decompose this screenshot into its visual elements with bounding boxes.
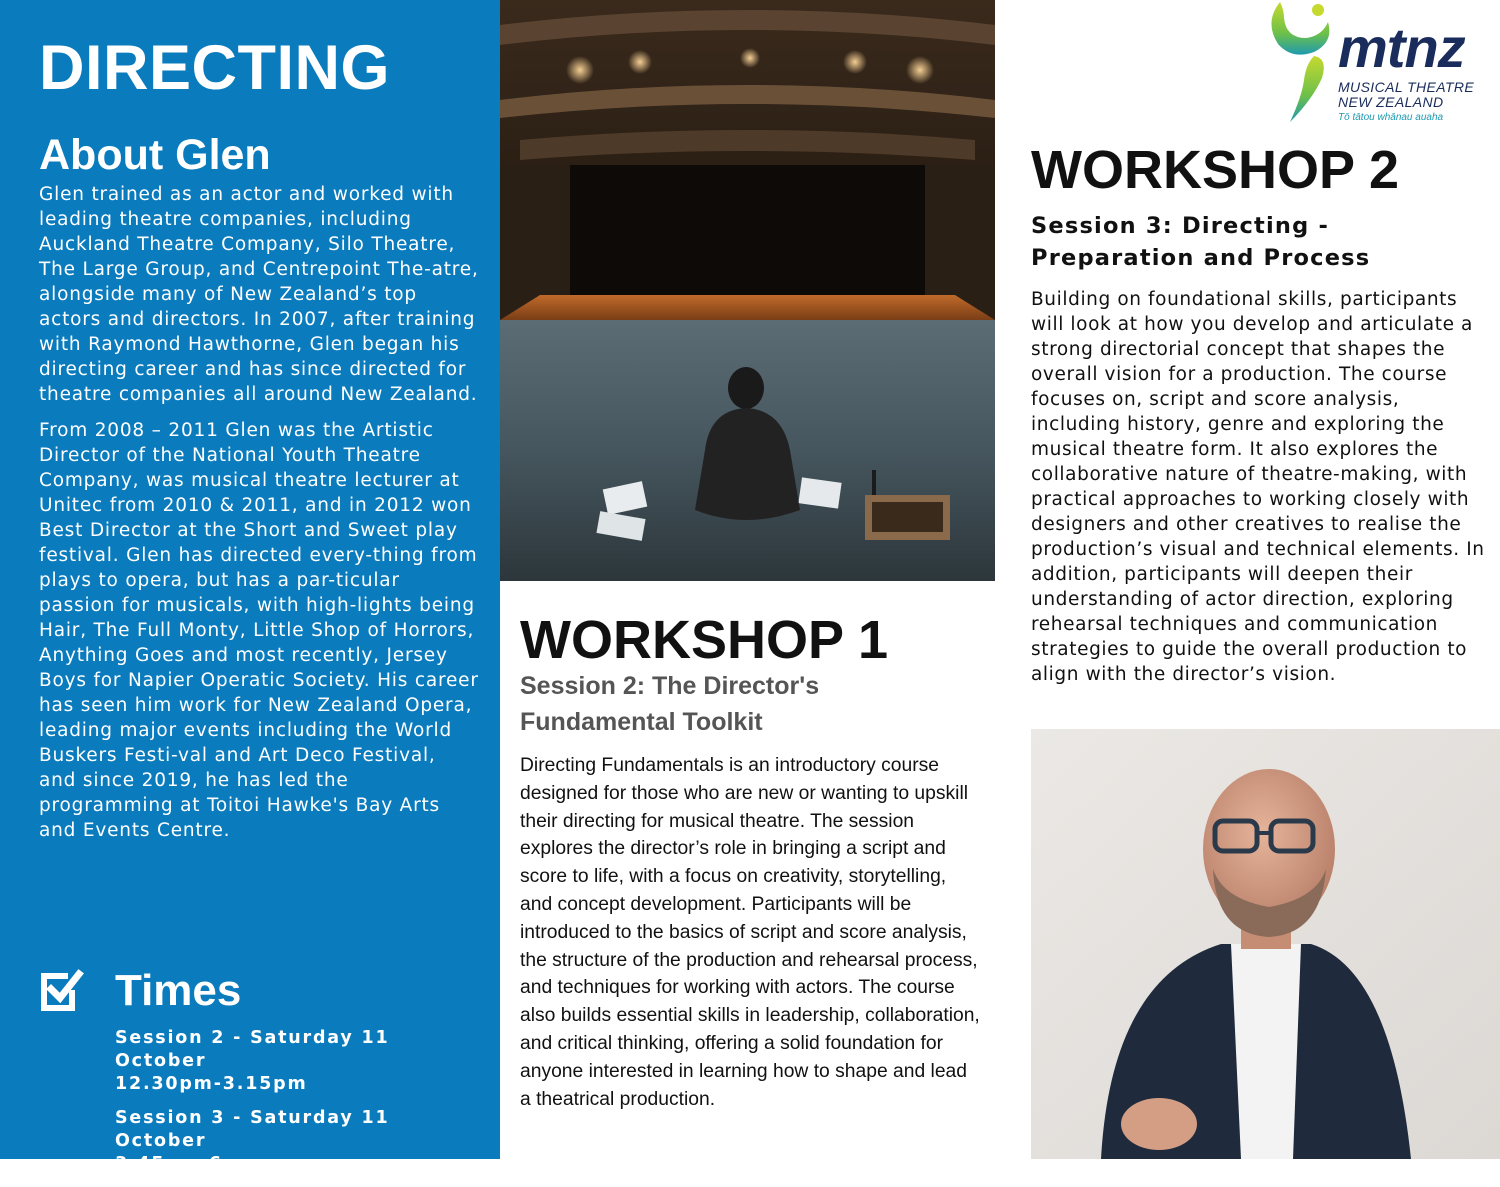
workshop-2-title: WORKSHOP 2 bbox=[1031, 140, 1400, 200]
mtnz-logo bbox=[1262, 0, 1492, 128]
times-list bbox=[115, 1027, 485, 1187]
workshop-1-title: WORKSHOP 1 bbox=[520, 610, 889, 670]
bio-paragraph-1: Glen trained as an actor and worked with leading theatre companies, including Auckland Theatre Company, Silo Theatre, The Large Group, and Centrepoint The-atre, alongside many of New Zealand’s top actors and directors. In 2007, after training with Raymond Hawthorne, Glen began his directing career and has since directed for theatre companies all around New Zealand. bbox=[39, 184, 479, 405]
workshop-1-session: Session 2: The Director's Fundamental Toolkit bbox=[520, 672, 820, 736]
workshop-2-description: Building on foundational skills, participants will look at how you develop and articulate a strong directorial concept that shapes the overall vision for a production. The course focuses on, script and score analysis, including history, genre and exploring the musical theatre form. It also explores the collaborative nature of theatre-making, with practical approaches to working closely with designers and other creatives to realise the production’s visual and technical elements. In addition, participants will deepen their understanding of actor direction, exploring rehearsal techniques and communication strategies to guide the overall production to align with the director’s vision. bbox=[1031, 289, 1485, 685]
session-date: Session 3 - Saturday 11 October bbox=[115, 1108, 390, 1151]
logo-line-2: NEW ZEALAND bbox=[1338, 94, 1444, 110]
bio-paragraph-2: From 2008 – 2011 Glen was the Artistic Director of the National Youth Theatre Company, was musical theatre lecturer at Unitec from 2010 & 2011, and in 2012 won Best Director at the Short and Sweet play festival. Glen has directed every-thing from plays to opera, but has a par-ticular passion for musicals, with high-lights being Hair, The Full Monty, Little Shop of Horrors, Anything Goes and most recently, Jersey Boys for Napier Operatic Society. His career has seen him work for New Zealand Opera, leading major events including the World Buskers Festi-val and Art Deco Festival, and since 2019, he has led the programming at Toitoi Hawke's Bay Arts and Events Centre. bbox=[39, 420, 479, 841]
theatre-stage-photo bbox=[500, 0, 995, 581]
page-title: DIRECTING bbox=[39, 33, 390, 103]
workshop-2-session: Session 3: Directing - Preparation and Process bbox=[1031, 213, 1371, 271]
about-heading: About Glen bbox=[39, 131, 271, 179]
times-heading: Times bbox=[115, 966, 242, 1015]
workshop-1-description: Directing Fundamentals is an introductory course designed for those who are new or wanting to upskill their directing for musical theatre. The session explores the director’s role in bringing a script and score to life, with a focus on creativity, storytelling, and concept development. Participants will be introduced to the basics of script and score analysis, the structure of the production and rehearsal process, and techniques for working with actors. The course also builds essential skills in leadership, collaboration, and critical thinking, offering a solid foundation for anyone interested in learning how to shape and lead a theatrical production. bbox=[520, 755, 980, 1110]
logo-swirl-icon bbox=[1262, 0, 1338, 128]
logo-wordmark: mtnz bbox=[1338, 16, 1465, 79]
left-panel bbox=[0, 0, 500, 1174]
times-item bbox=[115, 1027, 485, 1096]
checkbox-icon bbox=[38, 968, 84, 1014]
session-date: Session 2 - Saturday 11 October bbox=[115, 1028, 390, 1071]
session-time: 12.30pm-3.15pm bbox=[115, 1074, 308, 1094]
logo-line-1: MUSICAL THEATRE bbox=[1338, 79, 1475, 95]
session-time: 3.45pm-6pm bbox=[115, 1154, 258, 1174]
glen-portrait-photo bbox=[1031, 729, 1500, 1159]
times-item bbox=[115, 1107, 485, 1176]
logo-tagline: Tō tātou whānau auaha bbox=[1338, 112, 1444, 123]
bio bbox=[39, 182, 479, 854]
